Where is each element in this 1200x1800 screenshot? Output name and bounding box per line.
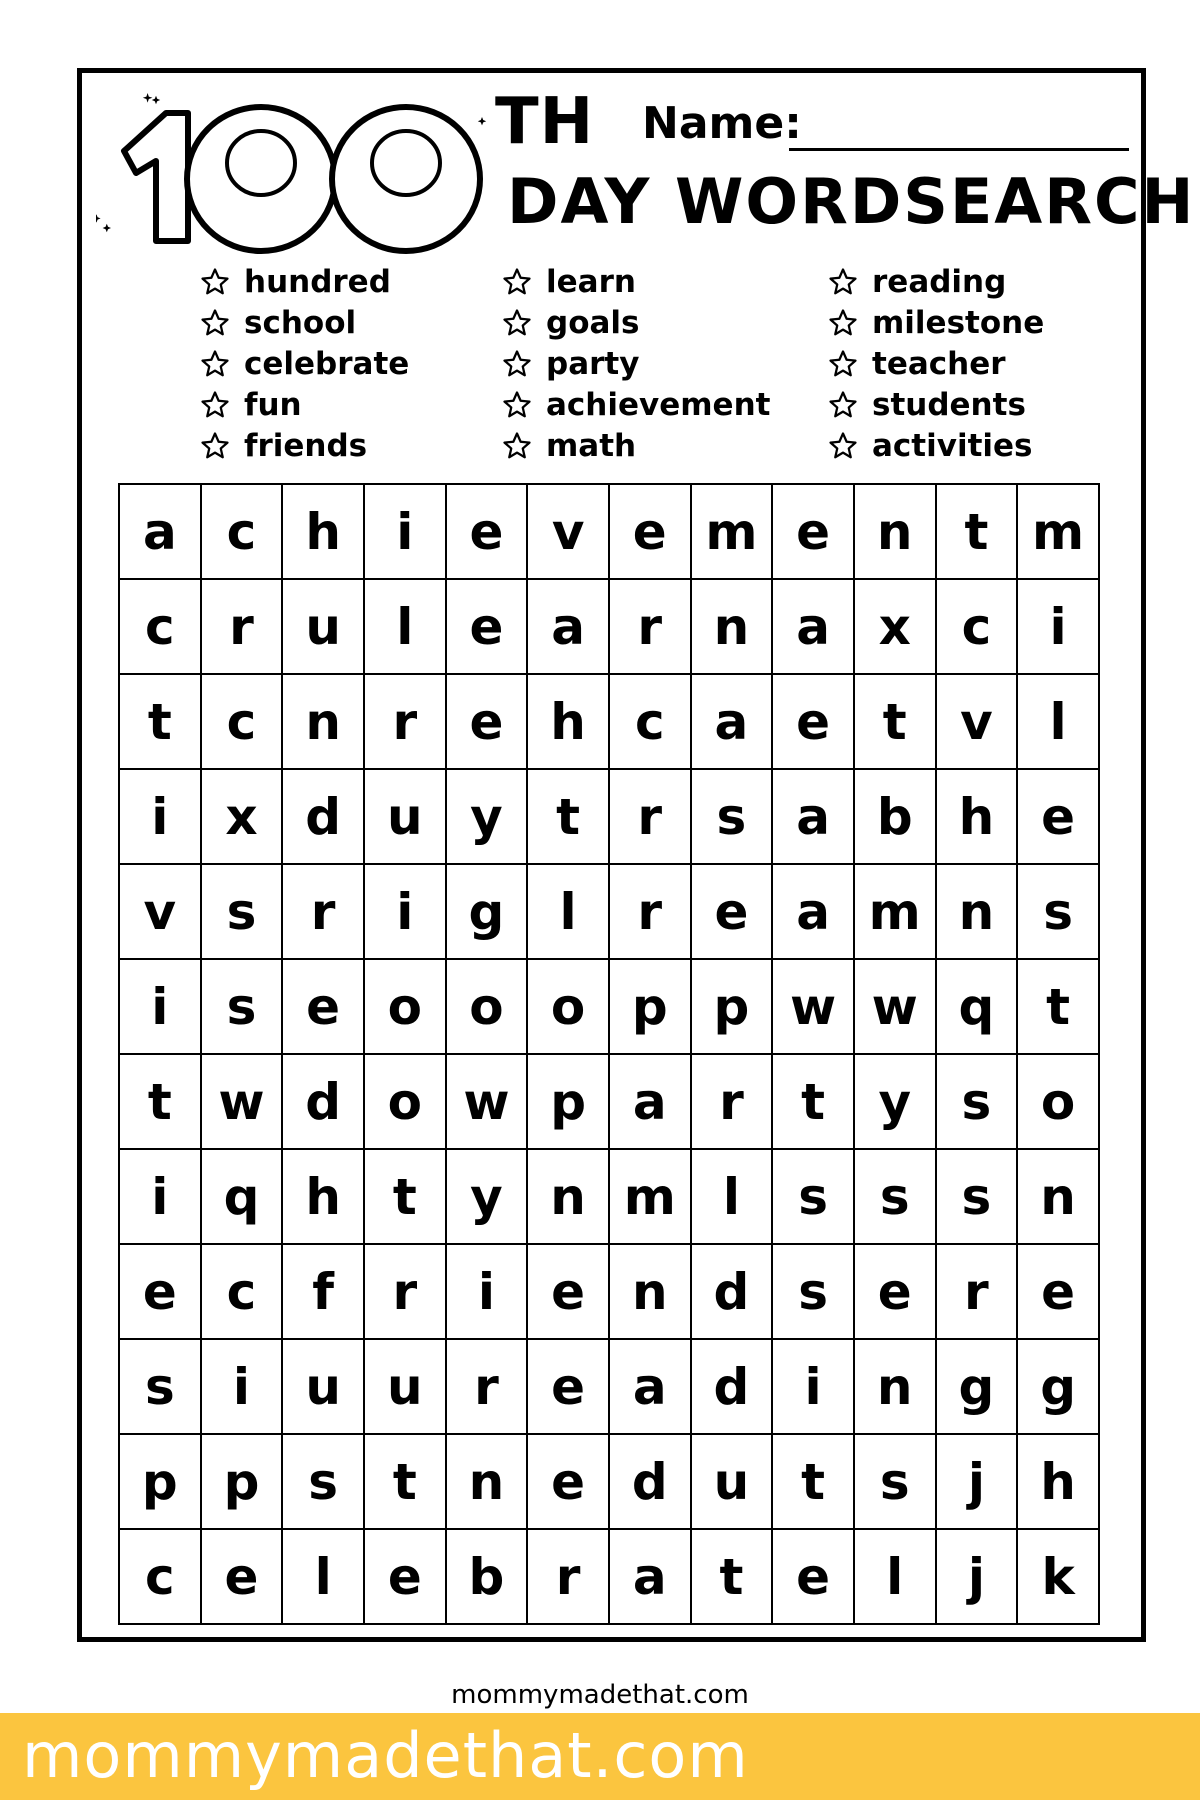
grid-cell[interactable]: q bbox=[936, 959, 1018, 1054]
word-item bbox=[502, 343, 770, 384]
grid-cell[interactable]: e bbox=[527, 1339, 609, 1434]
word-label: milestone bbox=[872, 304, 1045, 341]
grid-cell[interactable]: l bbox=[282, 1529, 364, 1624]
worksheet bbox=[77, 68, 1196, 1642]
grid-row bbox=[119, 1529, 1099, 1624]
grid-cell[interactable]: g bbox=[446, 864, 528, 959]
star-outline-icon bbox=[200, 390, 230, 420]
grid-cell[interactable]: n bbox=[609, 1244, 691, 1339]
grid-cell[interactable]: s bbox=[854, 1434, 936, 1529]
grid-cell[interactable]: t bbox=[527, 769, 609, 864]
grid-cell[interactable]: s bbox=[282, 1434, 364, 1529]
grid-cell[interactable]: o bbox=[446, 959, 528, 1054]
grid-cell[interactable]: w bbox=[854, 959, 936, 1054]
grid-cell[interactable]: e bbox=[772, 674, 854, 769]
star-outline-icon bbox=[502, 431, 532, 461]
grid-cell[interactable]: u bbox=[282, 1339, 364, 1434]
footer-url: mommymadethat.com bbox=[451, 1680, 749, 1710]
grid-row bbox=[119, 769, 1099, 864]
star-outline-icon bbox=[200, 349, 230, 379]
grid-cell[interactable]: a bbox=[772, 579, 854, 674]
grid-cell[interactable]: t bbox=[119, 674, 201, 769]
grid-cell[interactable]: i bbox=[364, 864, 446, 959]
grid-cell[interactable]: y bbox=[446, 769, 528, 864]
grid-cell[interactable]: p bbox=[527, 1054, 609, 1149]
word-label: achievement bbox=[546, 386, 771, 423]
word-label: reading bbox=[872, 263, 1007, 300]
grid-cell[interactable]: t bbox=[364, 1149, 446, 1244]
grid-cell[interactable]: k bbox=[1017, 1529, 1099, 1624]
grid-cell[interactable]: d bbox=[691, 1244, 773, 1339]
star-outline-icon bbox=[200, 431, 230, 461]
grid-cell[interactable]: s bbox=[936, 1149, 1018, 1244]
big-100-graphic bbox=[96, 91, 496, 261]
grid-cell[interactable]: h bbox=[936, 769, 1018, 864]
grid-cell[interactable]: h bbox=[527, 674, 609, 769]
grid-cell[interactable]: r bbox=[527, 1529, 609, 1624]
grid-cell[interactable]: c bbox=[119, 579, 201, 674]
word-item bbox=[200, 425, 409, 466]
grid-cell[interactable]: s bbox=[119, 1339, 201, 1434]
grid-cell[interactable]: o bbox=[1017, 1054, 1099, 1149]
grid-cell[interactable]: e bbox=[1017, 769, 1099, 864]
grid-cell[interactable]: c bbox=[201, 1244, 283, 1339]
grid-cell[interactable]: d bbox=[609, 1434, 691, 1529]
star-outline-icon bbox=[502, 308, 532, 338]
grid-row bbox=[119, 1054, 1099, 1149]
grid-cell[interactable]: e bbox=[854, 1244, 936, 1339]
word-item bbox=[828, 425, 1044, 466]
superscript-th: TH bbox=[495, 85, 595, 159]
grid-cell[interactable]: r bbox=[446, 1339, 528, 1434]
star-outline-icon bbox=[502, 267, 532, 297]
word-item bbox=[502, 302, 770, 343]
grid-cell[interactable]: c bbox=[609, 674, 691, 769]
grid-cell[interactable]: t bbox=[691, 1529, 773, 1624]
grid-cell[interactable]: a bbox=[609, 1529, 691, 1624]
grid-cell[interactable]: e bbox=[446, 674, 528, 769]
grid-cell[interactable]: e bbox=[772, 484, 854, 579]
word-label: math bbox=[546, 427, 637, 464]
grid-cell[interactable]: y bbox=[854, 1054, 936, 1149]
grid-cell[interactable]: r bbox=[282, 864, 364, 959]
grid-cell[interactable]: m bbox=[854, 864, 936, 959]
grid-cell[interactable]: e bbox=[1017, 1244, 1099, 1339]
grid-cell[interactable]: d bbox=[691, 1339, 773, 1434]
grid-cell[interactable]: a bbox=[772, 769, 854, 864]
letter-grid bbox=[118, 483, 1100, 1625]
grid-cell[interactable]: n bbox=[854, 1339, 936, 1434]
name-label: Name: bbox=[642, 98, 802, 149]
grid-cell[interactable]: e bbox=[446, 484, 528, 579]
grid-cell[interactable]: e bbox=[772, 1529, 854, 1624]
star-outline-icon bbox=[828, 390, 858, 420]
word-label: students bbox=[872, 386, 1026, 423]
grid-row bbox=[119, 579, 1099, 674]
grid-cell[interactable]: s bbox=[772, 1149, 854, 1244]
grid-cell[interactable]: s bbox=[691, 769, 773, 864]
star-outline-icon bbox=[828, 431, 858, 461]
word-item bbox=[200, 302, 409, 343]
footer-banner bbox=[0, 1713, 1200, 1800]
word-label: fun bbox=[244, 386, 302, 423]
grid-row bbox=[119, 1149, 1099, 1244]
grid-cell[interactable]: a bbox=[691, 674, 773, 769]
grid-row bbox=[119, 484, 1099, 579]
grid-cell[interactable]: e bbox=[609, 484, 691, 579]
grid-cell[interactable]: l bbox=[364, 579, 446, 674]
grid-cell[interactable]: h bbox=[1017, 1434, 1099, 1529]
grid-cell[interactable]: e bbox=[201, 1529, 283, 1624]
grid-cell[interactable]: s bbox=[772, 1244, 854, 1339]
grid-cell[interactable]: n bbox=[282, 674, 364, 769]
grid-cell[interactable]: r bbox=[936, 1244, 1018, 1339]
word-label: activities bbox=[872, 427, 1033, 464]
grid-cell[interactable]: w bbox=[201, 1054, 283, 1149]
grid-cell[interactable]: r bbox=[609, 769, 691, 864]
grid-cell[interactable]: t bbox=[772, 1434, 854, 1529]
word-item bbox=[200, 384, 409, 425]
grid-cell[interactable]: r bbox=[364, 674, 446, 769]
grid-cell[interactable]: e bbox=[446, 579, 528, 674]
word-label: school bbox=[244, 304, 357, 341]
grid-cell[interactable]: i bbox=[119, 959, 201, 1054]
word-column bbox=[200, 261, 409, 466]
grid-cell[interactable]: t bbox=[364, 1434, 446, 1529]
grid-cell[interactable]: u bbox=[364, 769, 446, 864]
star-outline-icon bbox=[200, 267, 230, 297]
grid-cell[interactable]: o bbox=[364, 1054, 446, 1149]
grid-cell[interactable]: e bbox=[527, 1244, 609, 1339]
grid-cell[interactable]: r bbox=[609, 579, 691, 674]
grid-cell[interactable]: j bbox=[936, 1434, 1018, 1529]
grid-cell[interactable]: n bbox=[936, 864, 1018, 959]
word-label: friends bbox=[244, 427, 368, 464]
word-label: hundred bbox=[244, 263, 391, 300]
grid-cell[interactable]: p bbox=[201, 1434, 283, 1529]
grid-cell[interactable]: v bbox=[119, 864, 201, 959]
grid-cell[interactable]: p bbox=[691, 959, 773, 1054]
grid-cell[interactable]: l bbox=[527, 864, 609, 959]
grid-row bbox=[119, 1434, 1099, 1529]
grid-row bbox=[119, 959, 1099, 1054]
grid-row bbox=[119, 1339, 1099, 1434]
grid-row bbox=[119, 674, 1099, 769]
grid-cell[interactable]: n bbox=[527, 1149, 609, 1244]
grid-row bbox=[119, 1244, 1099, 1339]
grid-cell[interactable]: l bbox=[691, 1149, 773, 1244]
grid-cell[interactable]: a bbox=[609, 1339, 691, 1434]
grid-cell[interactable]: n bbox=[446, 1434, 528, 1529]
grid-cell[interactable]: n bbox=[1017, 1149, 1099, 1244]
name-input-line[interactable] bbox=[789, 148, 1129, 151]
grid-cell[interactable]: a bbox=[609, 1054, 691, 1149]
grid-cell[interactable]: r bbox=[609, 864, 691, 959]
word-label: celebrate bbox=[244, 345, 410, 382]
grid-cell[interactable]: m bbox=[691, 484, 773, 579]
grid-cell[interactable]: v bbox=[936, 674, 1018, 769]
grid-cell[interactable]: i bbox=[201, 1339, 283, 1434]
grid-cell[interactable]: s bbox=[936, 1054, 1018, 1149]
banner-url: mommymadethat.com bbox=[22, 1719, 749, 1792]
grid-cell[interactable]: x bbox=[854, 579, 936, 674]
grid-cell[interactable]: o bbox=[527, 959, 609, 1054]
word-label: party bbox=[546, 345, 640, 382]
grid-cell[interactable]: t bbox=[854, 674, 936, 769]
grid-cell[interactable]: y bbox=[446, 1149, 528, 1244]
grid-cell[interactable]: a bbox=[119, 484, 201, 579]
grid-cell[interactable]: m bbox=[1017, 484, 1099, 579]
grid-cell[interactable]: p bbox=[119, 1434, 201, 1529]
grid-cell[interactable]: c bbox=[119, 1529, 201, 1624]
word-item bbox=[828, 343, 1044, 384]
grid-cell[interactable]: f bbox=[282, 1244, 364, 1339]
grid-cell[interactable]: v bbox=[527, 484, 609, 579]
grid-cell[interactable]: n bbox=[691, 579, 773, 674]
word-item bbox=[502, 261, 770, 302]
grid-cell[interactable]: g bbox=[936, 1339, 1018, 1434]
grid-cell[interactable]: t bbox=[772, 1054, 854, 1149]
grid-cell[interactable]: e bbox=[527, 1434, 609, 1529]
grid-cell[interactable]: q bbox=[201, 1149, 283, 1244]
grid-cell[interactable]: i bbox=[446, 1244, 528, 1339]
grid-cell[interactable]: w bbox=[446, 1054, 528, 1149]
grid-cell[interactable]: a bbox=[527, 579, 609, 674]
page-title: DAY WORDSEARCH bbox=[507, 165, 1196, 238]
grid-cell[interactable]: a bbox=[772, 864, 854, 959]
grid-cell[interactable]: n bbox=[854, 484, 936, 579]
word-label: learn bbox=[546, 263, 636, 300]
word-item bbox=[200, 343, 409, 384]
star-outline-icon bbox=[502, 349, 532, 379]
grid-cell[interactable]: t bbox=[119, 1054, 201, 1149]
grid-cell[interactable]: h bbox=[282, 484, 364, 579]
word-item bbox=[200, 261, 409, 302]
grid-row bbox=[119, 864, 1099, 959]
word-item bbox=[828, 261, 1044, 302]
grid-cell[interactable]: s bbox=[1017, 864, 1099, 959]
grid-cell[interactable]: i bbox=[119, 769, 201, 864]
grid-cell[interactable]: g bbox=[1017, 1339, 1099, 1434]
grid-cell[interactable]: e bbox=[691, 864, 773, 959]
grid-cell[interactable]: l bbox=[854, 1529, 936, 1624]
grid-cell[interactable]: c bbox=[201, 484, 283, 579]
grid-cell[interactable]: r bbox=[201, 579, 283, 674]
grid-cell[interactable]: o bbox=[364, 959, 446, 1054]
grid-cell[interactable]: j bbox=[936, 1529, 1018, 1624]
star-outline-icon bbox=[828, 267, 858, 297]
grid-cell[interactable]: i bbox=[364, 484, 446, 579]
grid-cell[interactable]: u bbox=[282, 579, 364, 674]
word-column bbox=[502, 261, 770, 466]
grid-cell[interactable]: d bbox=[282, 769, 364, 864]
word-item bbox=[828, 384, 1044, 425]
grid-cell[interactable]: r bbox=[364, 1244, 446, 1339]
grid-cell[interactable]: e bbox=[282, 959, 364, 1054]
star-outline-icon bbox=[502, 390, 532, 420]
grid-cell[interactable]: e bbox=[119, 1244, 201, 1339]
grid-cell[interactable]: c bbox=[936, 579, 1018, 674]
grid-cell[interactable]: x bbox=[201, 769, 283, 864]
grid-cell[interactable]: w bbox=[772, 959, 854, 1054]
grid-cell[interactable]: s bbox=[854, 1149, 936, 1244]
word-label: teacher bbox=[872, 345, 1006, 382]
grid-cell[interactable]: e bbox=[364, 1529, 446, 1624]
word-item bbox=[828, 302, 1044, 343]
word-item bbox=[502, 384, 770, 425]
word-item bbox=[502, 425, 770, 466]
star-outline-icon bbox=[200, 308, 230, 338]
grid-cell[interactable]: h bbox=[282, 1149, 364, 1244]
grid-cell[interactable]: l bbox=[1017, 674, 1099, 769]
star-outline-icon bbox=[828, 308, 858, 338]
word-label: goals bbox=[546, 304, 640, 341]
grid-cell[interactable]: b bbox=[446, 1529, 528, 1624]
grid-cell[interactable]: r bbox=[691, 1054, 773, 1149]
grid-cell[interactable]: u bbox=[691, 1434, 773, 1529]
grid-cell[interactable]: u bbox=[364, 1339, 446, 1434]
grid-cell[interactable]: m bbox=[609, 1149, 691, 1244]
grid-cell[interactable]: c bbox=[201, 674, 283, 769]
word-column bbox=[828, 261, 1044, 466]
grid-cell[interactable]: s bbox=[201, 959, 283, 1054]
grid-cell[interactable]: b bbox=[854, 769, 936, 864]
grid-cell[interactable]: d bbox=[282, 1054, 364, 1149]
grid-cell[interactable]: t bbox=[936, 484, 1018, 579]
star-outline-icon bbox=[828, 349, 858, 379]
grid-cell[interactable]: p bbox=[609, 959, 691, 1054]
grid-cell[interactable]: i bbox=[772, 1339, 854, 1434]
word-list bbox=[82, 261, 1141, 464]
grid-cell[interactable]: i bbox=[1017, 579, 1099, 674]
grid-cell[interactable]: i bbox=[119, 1149, 201, 1244]
grid-cell[interactable]: t bbox=[1017, 959, 1099, 1054]
grid-cell[interactable]: s bbox=[201, 864, 283, 959]
